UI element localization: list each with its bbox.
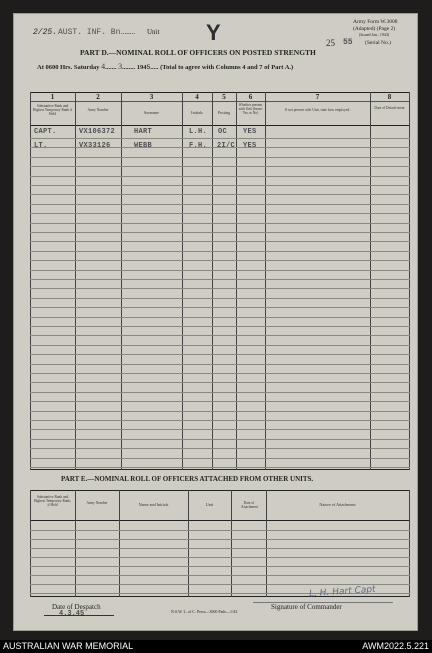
ruled-line <box>30 420 410 421</box>
unit-prefix: 2/25. <box>33 28 58 37</box>
date-of-despatch: 4.3.45 <box>59 610 85 618</box>
strength-date-start: At 0600 Hrs. Saturday <box>37 64 100 71</box>
e-col-header-army-number: Army Number <box>86 501 108 505</box>
strength-day: 4 <box>101 62 106 71</box>
stamp-letter: Y <box>206 20 221 45</box>
document-page <box>13 13 418 631</box>
ruled-line <box>30 467 410 468</box>
part-e-title: PART E.—NOMINAL ROLL OF OFFICERS ATTACHED FROM OTHER UNITS. <box>61 475 314 483</box>
col-header-initials: Initials <box>191 110 203 115</box>
col-header-employment: If not present with Unit, state how employed. <box>284 108 351 112</box>
part-d-title: PART D.—NOMINAL ROLL OF OFFICERS ON POSTED STRENGTH <box>80 48 316 57</box>
col-number-5: 5 <box>222 93 226 101</box>
strength-year: 5 <box>146 64 151 71</box>
ruled-line <box>30 298 410 299</box>
caption-accession: AWM2022.5.221 <box>362 641 429 651</box>
ruled-line <box>30 539 410 540</box>
ruled-line <box>30 575 410 576</box>
col-number-6: 6 <box>248 93 253 101</box>
col-header-army-number: Army Number <box>87 108 109 112</box>
ruled-line <box>30 392 410 393</box>
row-1-present: YES <box>243 128 257 136</box>
ruled-line <box>30 279 410 280</box>
unit-name: AUST. INF. Bn <box>58 28 121 37</box>
ruled-line <box>30 176 410 177</box>
ruled-line <box>30 354 410 355</box>
ruled-line <box>30 317 410 318</box>
ruled-line <box>30 364 410 365</box>
row-2-posting: 2I/C <box>217 142 236 150</box>
ruled-line <box>30 411 410 412</box>
ruled-line <box>30 401 410 402</box>
ruled-line <box>30 241 410 242</box>
row-1-army-number: VX106372 <box>79 128 116 136</box>
row-2-surname: WEBB <box>134 142 153 150</box>
signature-of-commander-label: Signature of Commander <box>271 603 342 611</box>
ruled-line <box>30 204 410 205</box>
e-col-header-name: Name and Initials <box>138 502 169 507</box>
form-issued: (Issued Jan., 1943) <box>359 32 390 37</box>
ruled-line <box>30 373 410 374</box>
unit-dots: ........ <box>121 28 135 36</box>
ruled-line <box>30 458 410 459</box>
army-form-number: Army Form W.3008 <box>353 19 398 25</box>
row-2-initials: F.H. <box>189 142 208 150</box>
col-header-detachment: Date of Detach-ment <box>374 106 405 110</box>
serial-label: (Serial No.) <box>365 40 391 46</box>
caption-source: AUSTRALIAN WAR MEMORIAL <box>3 641 134 651</box>
serial-prefix: 25 <box>326 38 335 48</box>
ruled-line <box>30 439 410 440</box>
ruled-line <box>30 429 410 430</box>
row-1-posting: OC <box>218 128 228 136</box>
caption-bar <box>0 640 432 653</box>
col-header-rank: Substantive Rank and Highest Temporary Rank if Held <box>32 104 73 116</box>
strength-year-prefix: 194 <box>136 64 147 71</box>
strength-date-line: At 0600 Hrs. Saturday 4....... 3........ 1945..... (Total to agree with Columns 4 and 7 of Part A.) <box>37 62 294 71</box>
serial-number: 55 <box>343 38 353 47</box>
ruled-line <box>30 232 410 233</box>
ruled-line <box>30 557 410 558</box>
ruled-line <box>30 548 410 549</box>
ruled-line <box>30 345 410 346</box>
ruled-line <box>30 251 410 252</box>
ruled-line <box>30 584 410 585</box>
col-number-4: 4 <box>195 93 199 101</box>
strength-month: 3 <box>118 62 123 71</box>
ruled-line <box>30 213 410 214</box>
ruled-line <box>30 335 410 336</box>
printer-imprint: N.S.W. L. of C. Press—3000 Pads—1/43. <box>171 609 239 614</box>
row-2-army-number: VX33126 <box>79 142 111 150</box>
e-col-header-attachment-nature: Nature of Attachment <box>319 502 356 507</box>
ruled-line <box>30 194 410 195</box>
ruled-line <box>30 260 410 261</box>
part-e-table <box>30 490 410 597</box>
form-adapted: (Adapted) (Page 2) <box>353 26 396 32</box>
ruled-line <box>30 382 410 383</box>
ruled-line <box>30 223 410 224</box>
ruled-line <box>30 185 410 186</box>
col-number-7: 7 <box>315 93 320 101</box>
unit-label: Unit <box>147 28 160 36</box>
e-col-header-rank: Substantive Rank and Highest Temporary Rank, if Held <box>33 495 72 507</box>
e-col-header-unit: Unit <box>205 502 214 507</box>
col-header-surname: Surname <box>144 110 159 115</box>
row-2-rank: LT. <box>34 142 48 150</box>
ruled-line <box>30 138 410 139</box>
row-2-present: YES <box>243 142 257 150</box>
ruled-line <box>30 270 410 271</box>
strength-date-end: (Total to agree with Columns 4 and 7 of Part A.) <box>160 64 294 71</box>
ruled-line <box>30 326 410 327</box>
row-1-initials: L.H. <box>189 128 208 136</box>
commander-signature: L. H. Hart Capt <box>308 584 376 600</box>
ruled-line <box>30 448 410 449</box>
ruled-line <box>30 166 410 167</box>
part-d-table <box>30 92 410 470</box>
col-header-present: Whether present with Unit (Insert Yes or No) <box>238 103 263 115</box>
col-number-2: 2 <box>96 93 100 101</box>
ruled-line <box>30 157 410 158</box>
ruled-line <box>30 566 410 567</box>
ruled-line <box>30 288 410 289</box>
e-col-header-attachment-date: Date of Attachment <box>241 501 258 509</box>
col-number-3: 3 <box>149 93 154 101</box>
ruled-line <box>30 530 410 531</box>
row-1-rank: CAPT. <box>34 128 57 136</box>
row-1-surname: HART <box>134 128 153 136</box>
col-number-8: 8 <box>387 93 392 101</box>
col-number-1: 1 <box>50 93 55 101</box>
date-of-despatch-label: Date of Despatch <box>52 603 101 611</box>
ruled-line <box>30 307 410 308</box>
col-header-posting: Posting <box>217 110 231 115</box>
